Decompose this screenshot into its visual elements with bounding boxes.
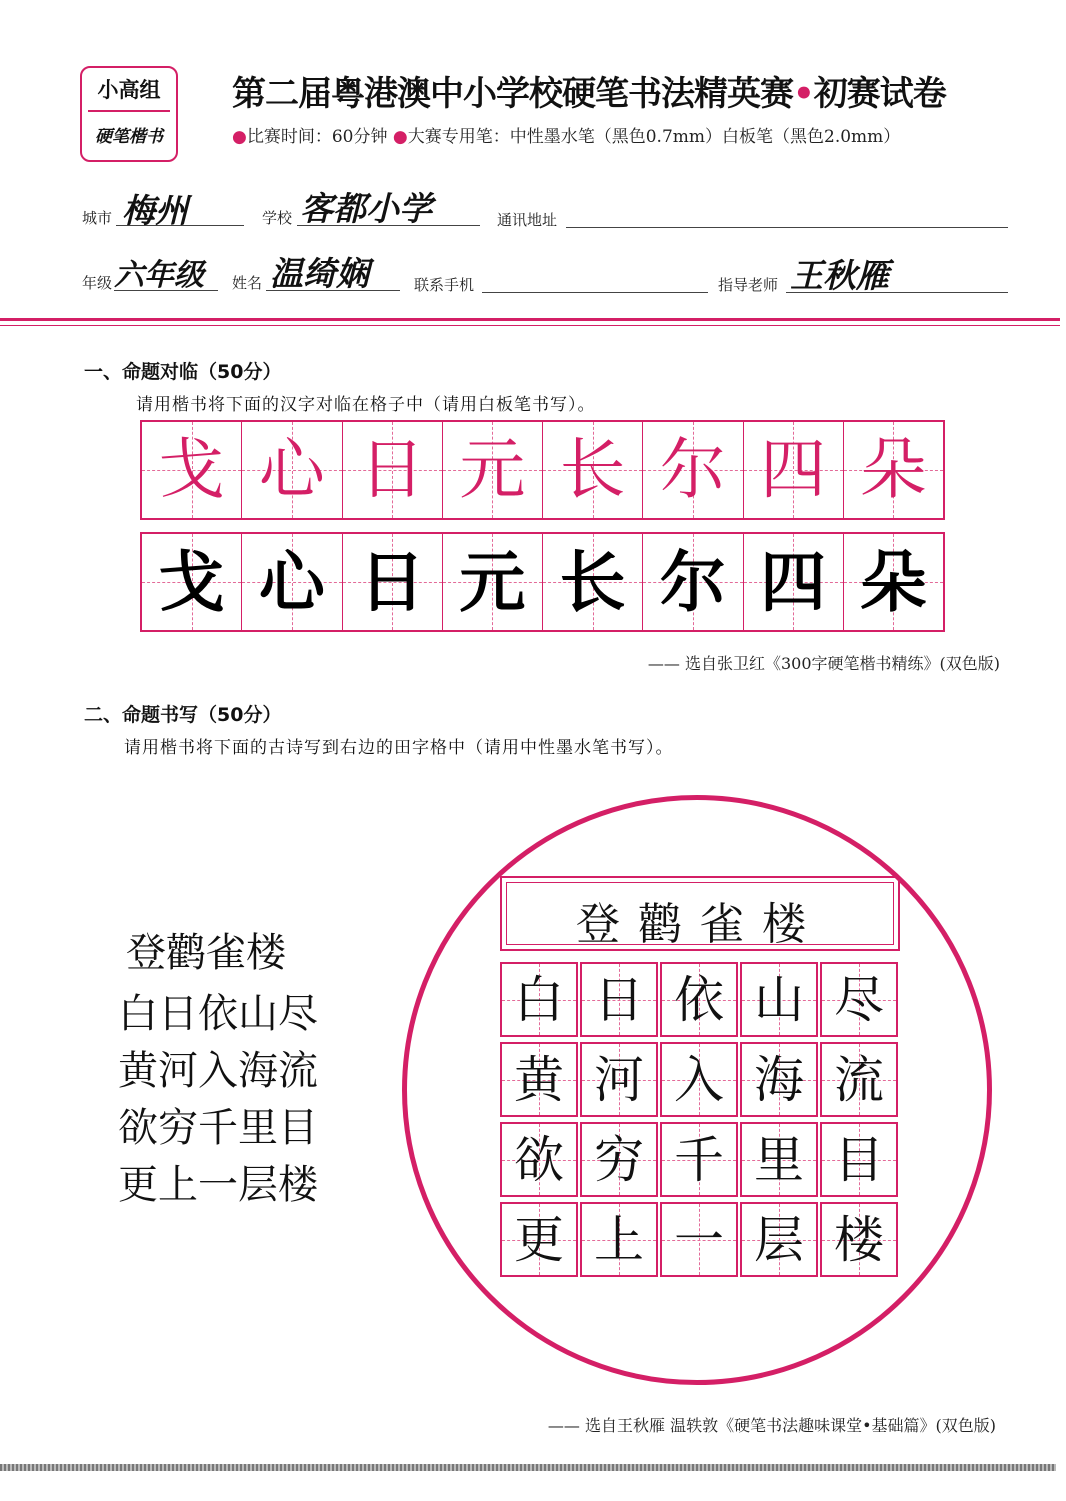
grid-cell[interactable]	[740, 1122, 818, 1197]
grid-cell[interactable]	[142, 534, 242, 630]
poem-line: 黄河入海流	[118, 1048, 318, 1094]
written-char: 入	[674, 1050, 724, 1109]
section2-heading: 二、命题书写（50分）	[84, 704, 282, 726]
grid-cell	[242, 422, 342, 518]
grid-cell[interactable]	[740, 962, 818, 1037]
copied-char: 元	[459, 543, 526, 621]
written-char: 里	[754, 1130, 804, 1189]
group-badge	[80, 66, 178, 162]
grid-cell	[543, 422, 643, 518]
grid-cell[interactable]	[744, 534, 844, 630]
grid-cell[interactable]	[580, 1122, 658, 1197]
grade-value: 六年级	[114, 258, 204, 293]
contest-info	[232, 122, 900, 147]
grid-cell[interactable]	[500, 1042, 578, 1117]
teacher-value: 王秋雁	[790, 256, 889, 295]
written-char: 楼	[834, 1210, 884, 1269]
grid-cell	[643, 422, 743, 518]
model-char: 长	[559, 431, 626, 508]
grid-cell[interactable]	[660, 1122, 738, 1197]
poem-title: 登鹳雀楼	[126, 930, 286, 976]
grid-row	[500, 1122, 900, 1197]
name-label: 姓名	[232, 274, 263, 292]
copied-char: 戈	[158, 543, 225, 621]
grid-cell[interactable]	[242, 534, 342, 630]
grid-cell	[142, 422, 242, 518]
badge-group: 小高组	[97, 78, 161, 102]
written-char: 山	[754, 970, 804, 1029]
model-char: 四	[760, 431, 827, 508]
grid-row	[500, 1042, 900, 1117]
bullet-icon: ●	[232, 127, 247, 147]
section2-instruction: 请用楷书将下面的古诗写到右边的田字格中（请用中性墨水笔书写）。	[124, 738, 674, 758]
section1-instruction: 请用楷书将下面的汉字对临在格子中（请用白板笔书写）。	[136, 395, 596, 415]
badge-divider	[88, 110, 170, 112]
grid-cell	[443, 422, 543, 518]
grid-cell	[744, 422, 844, 518]
grid-cell[interactable]	[844, 534, 943, 630]
info-time: 比赛时间：60分钟	[246, 127, 388, 147]
written-char: 一	[674, 1210, 724, 1269]
scan-edge-bar	[0, 1464, 1056, 1471]
poem-line: 欲穷千里目	[118, 1105, 318, 1151]
copied-char: 日	[359, 543, 426, 621]
title-main: 第二届粤港澳中小学校硬笔书法精英赛	[232, 74, 793, 114]
model-char: 元	[459, 431, 526, 508]
written-char: 白	[514, 970, 564, 1029]
teacher-label: 指导老师	[718, 276, 779, 294]
name-value: 温绮娴	[270, 254, 369, 293]
grid-cell[interactable]	[500, 1202, 578, 1277]
model-char: 尔	[659, 431, 726, 508]
grid-cell[interactable]	[580, 1042, 658, 1117]
grid-cell[interactable]	[660, 962, 738, 1037]
grid-cell[interactable]	[740, 1042, 818, 1117]
written-char: 日	[594, 970, 644, 1029]
address-label: 通讯地址	[497, 211, 558, 229]
address-field[interactable]	[566, 227, 1008, 228]
grid-row	[500, 962, 900, 1037]
school-value: 客都小学	[300, 189, 432, 228]
grid-cell[interactable]	[820, 1122, 898, 1197]
written-char: 流	[834, 1050, 884, 1109]
written-char: 千	[674, 1130, 724, 1189]
section1-source: —— 选自张卫红《300字硬笔楷书精练》(双色版)	[647, 654, 1000, 673]
title-suffix: 初赛试卷	[813, 74, 946, 114]
badge-category: 硬笔楷书	[95, 127, 163, 147]
grid-cell[interactable]	[543, 534, 643, 630]
model-char: 日	[359, 431, 426, 508]
written-char: 黄	[514, 1050, 564, 1109]
written-char: 更	[514, 1210, 564, 1269]
written-char: 穷	[594, 1130, 644, 1189]
poem-line: 更上一层楼	[118, 1162, 318, 1208]
grid-cell[interactable]	[660, 1202, 738, 1277]
grid-cell	[343, 422, 443, 518]
model-char: 朵	[860, 431, 927, 508]
grid-cell[interactable]	[580, 1202, 658, 1277]
model-char: 戈	[158, 431, 225, 508]
written-char: 层	[754, 1210, 804, 1269]
copied-char: 心	[258, 543, 325, 621]
poem-text	[118, 925, 318, 1214]
tian-zi-grid[interactable]	[500, 962, 900, 1282]
phone-label: 联系手机	[414, 276, 475, 294]
page-title	[232, 66, 946, 115]
grid-cell[interactable]	[820, 1042, 898, 1117]
copy-char-grid[interactable]	[140, 532, 945, 632]
copied-char: 长	[559, 543, 626, 621]
phone-field[interactable]	[482, 292, 708, 293]
section1-heading: 一、命题对临（50分）	[84, 361, 282, 383]
city-value: 梅州	[122, 191, 188, 230]
written-char: 海	[754, 1050, 804, 1109]
info-pens: 大赛专用笔：中性墨水笔（黑色0.7mm）白板笔（黑色2.0mm）	[407, 127, 901, 147]
section2-source: —— 选自王秋雁 温轶敦《硬笔书法趣味课堂•基础篇》(双色版)	[547, 1416, 996, 1435]
poem-line: 白日依山尽	[118, 991, 318, 1037]
written-char: 河	[594, 1050, 644, 1109]
bullet-icon: ●	[392, 127, 408, 147]
written-title: 登鹳雀楼	[576, 899, 824, 950]
written-char: 上	[594, 1210, 644, 1269]
title-dot: •	[793, 74, 814, 114]
written-char: 目	[834, 1130, 884, 1189]
grid-cell[interactable]	[820, 962, 898, 1037]
grid-row	[500, 1202, 900, 1277]
model-char-grid	[140, 420, 945, 520]
grid-cell[interactable]	[500, 1122, 578, 1197]
copied-char: 四	[760, 543, 827, 621]
grid-cell[interactable]	[443, 534, 543, 630]
grid-cell[interactable]	[500, 962, 578, 1037]
grid-cell[interactable]	[740, 1202, 818, 1277]
header-divider-thin	[0, 325, 1060, 326]
written-char: 尽	[834, 970, 884, 1029]
copied-char: 尔	[659, 543, 726, 621]
grid-cell[interactable]	[660, 1042, 738, 1117]
written-char: 依	[674, 970, 724, 1029]
grid-cell	[844, 422, 943, 518]
school-label: 学校	[262, 209, 293, 227]
header-divider	[0, 318, 1060, 321]
city-label: 城市	[82, 209, 113, 227]
grid-cell[interactable]	[580, 962, 658, 1037]
copied-char: 朵	[860, 543, 927, 621]
model-char: 心	[258, 431, 325, 508]
grid-cell[interactable]	[343, 534, 443, 630]
grid-cell[interactable]	[643, 534, 743, 630]
written-char: 欲	[514, 1130, 564, 1189]
grade-label: 年级	[82, 274, 113, 292]
written-title-box[interactable]	[500, 876, 900, 951]
grid-cell[interactable]	[820, 1202, 898, 1277]
